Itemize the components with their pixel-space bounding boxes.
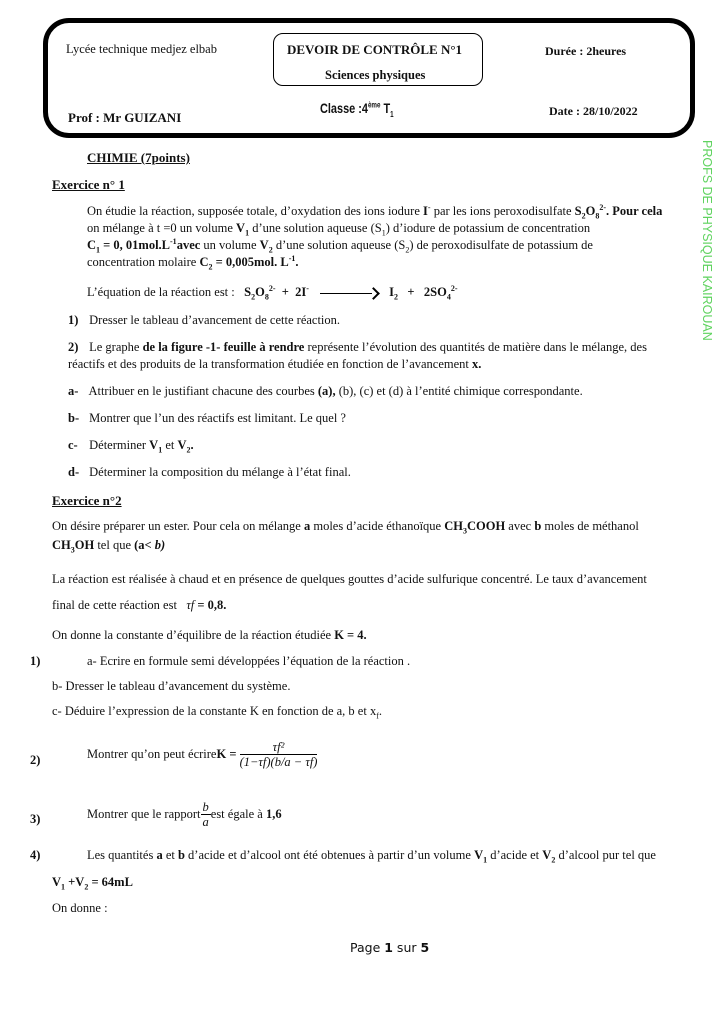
reaction-equation: L’équation de la réaction est : $S_2O_8^{2-} + 2I^-$ $I_2$ + $2SO_4^{2-}$ — [87, 283, 458, 302]
ex2-paragraph-1-line1: On désire préparer un ester. Pour cela on mélange a moles d’acide éthanoïque $CH_3COOH$ avec b moles de méthanol — [52, 519, 639, 536]
duration: Durée : 2heures — [545, 44, 627, 58]
class-label: Classe :4ème $T_1$ — [320, 100, 394, 119]
section-title: CHIMIE (7points) — [87, 150, 190, 165]
ex1-subquestion-b: b- Montrer que l’un des réactifs est limitant. Le quel ? — [68, 411, 346, 425]
ex1-subquestion-c: c- Déterminer $V_1$ et $V_2$. — [68, 438, 194, 455]
reaction-arrow-icon — [320, 288, 378, 298]
school-name: Lycée technique medjez elbab — [66, 42, 217, 56]
watermark: PROFS DE PHYSIQUE KAIROUAN — [700, 140, 714, 341]
ex2-question-3-number: 3) — [30, 812, 41, 826]
ex2-paragraph-3: On donne la constante d’équilibre de la réaction étudiée K = 4. — [52, 628, 367, 642]
watermark-area — [700, 140, 718, 341]
subject: Sciences physiques — [325, 68, 426, 82]
ex2-question-4-line1: Les quantités a et b d’acide et d’alcool ont été obtenues à partir d’un volume $V_1$ d’acide et $V_2$ d’alcool pur tel que — [87, 848, 656, 865]
exam-date: Date : 28/10/2022 — [549, 104, 638, 118]
ex2-question-2: Montrer qu’on peut écrire K = $\frac{\text{τf²}}{(1-\tau f)(b/a - \tau f)}$ — [87, 739, 318, 769]
teacher: Prof : Mr GUIZANI — [68, 110, 182, 125]
page-number: Page 1 sur 5 — [350, 940, 430, 955]
ex1-intro-line4: concentration molaire $C_2 = 0,005mol$. $L^{-1}$. — [87, 253, 299, 272]
ex2-question-1a: a- Ecrire en formule semi développées l’équation de la réaction . — [87, 654, 411, 668]
ex2-question-1-number: 1) — [30, 654, 41, 668]
ex2-paragraph-2-line2: final de cette réaction est τf = 0,8. — [52, 598, 227, 612]
ratio-fraction: $\frac{b}{a}$ — [202, 799, 209, 829]
k-formula-fraction — [240, 740, 318, 769]
ex1-intro-line2: on mélange à t =0 un volume $V_1$ d’une solution aqueuse $(S_1)$ d’iodure de potassium de concentration — [87, 221, 591, 238]
ex2-paragraph-1-line2: $CH_3OH$ tel que (a< b) — [52, 538, 166, 555]
ex1-question-1: 1) Dresser le tableau d’avancement de cette réaction. — [68, 313, 341, 327]
exercise-1-title: Exercice n° 1 — [52, 177, 125, 192]
exercise-2-title: Exercice n°2 — [52, 493, 122, 508]
k-formula-denominator: (1−τf)(b/a − τf) — [239, 754, 318, 769]
ex1-intro-line1: On étudie la réaction, supposée totale, d’oxydation des ions iodure I- par les ions peroxodisulfate $S_2O_8^{2-}$. Pour cela — [87, 202, 663, 221]
ex1-intro-line3: $C_1 = 0$, $01mol.L^{-1}avec$ un volume $V_2$ d’une solution aqueuse $(S_2)$ de peroxodisulfate de potassium de — [87, 236, 593, 255]
ex2-question-1c: c- Déduire l’expression de la constante K en fonction de a, b et $x_f$. — [52, 704, 382, 721]
ex2-question-1b: b- Dresser le tableau d’avancement du système. — [52, 679, 291, 693]
ex1-subquestion-d: d- Déterminer la composition du mélange à l’état final. — [68, 465, 351, 479]
ex2-paragraph-2-line1: La réaction est réalisée à chaud et en présence de quelques gouttes d’acide sulfurique concentré. Le taux d’avancement — [52, 572, 647, 586]
k-formula-numerator: τf² — [240, 740, 318, 755]
ex2-question-3: Montrer que le rapport $\frac{b}{a}$ est égale à 1,6 — [87, 799, 282, 829]
ex2-question-4-line2: $V_1 +V_2 = 64mL$ — [52, 875, 133, 892]
ex1-subquestion-a: a- Attribuer en le justifiant chacune des courbes (a), (b), (c) et (d) à l’entité chimique correspondante. — [68, 384, 583, 398]
ex2-question-4-line3: On donne : — [52, 901, 108, 915]
ex2-question-4-number: 4) — [30, 848, 41, 862]
ex2-question-2-number: 2) — [30, 753, 41, 767]
ex1-question-2-line1: 2) Le graphe de la figure -1- feuille à rendre représente l’évolution des quantités de matière dans le mélange, des — [68, 340, 647, 354]
ex1-question-2-line2: réactifs et des produits de la transformation étudiée en fonction de l’avancement x. — [68, 357, 482, 371]
exam-title: DEVOIR DE CONTRÔLE N°1 — [287, 42, 463, 57]
